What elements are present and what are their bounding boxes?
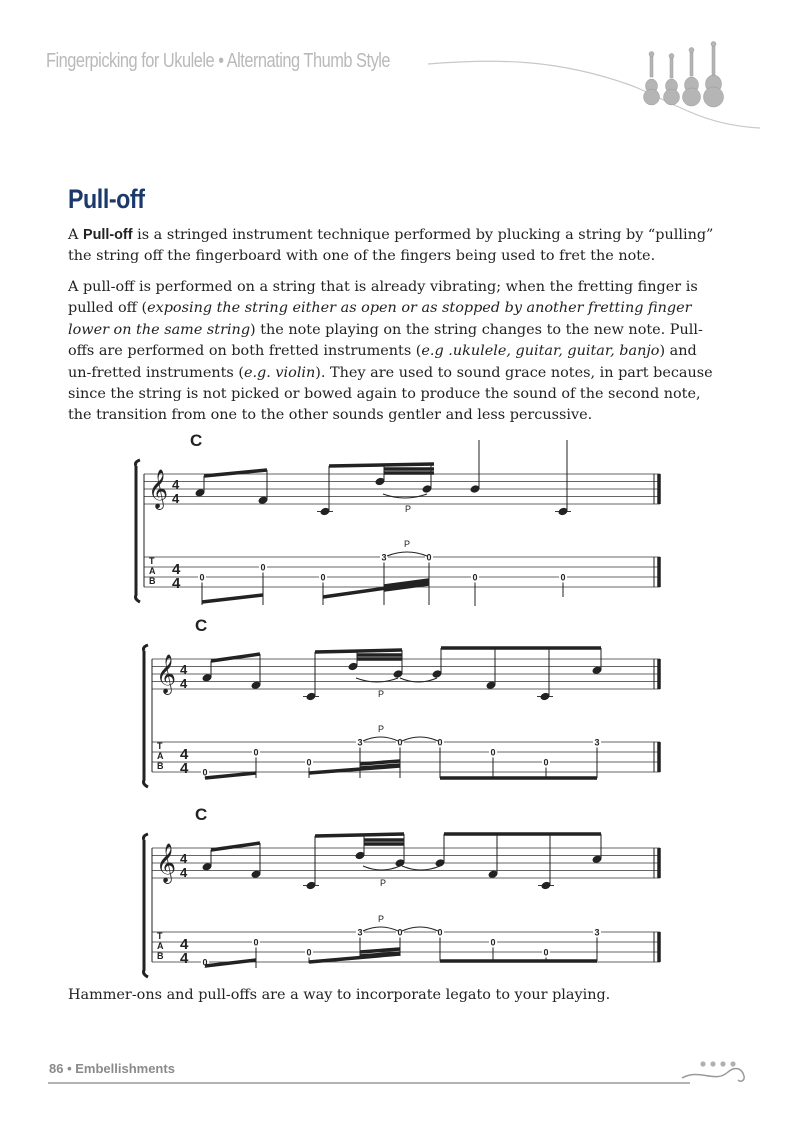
- system-bracket: [136, 460, 141, 602]
- tab-number: 0: [543, 757, 549, 768]
- footer-decoration: [0, 1050, 794, 1090]
- tab-beam: [205, 773, 256, 778]
- tab-number: 3: [594, 927, 600, 938]
- tab-pulloff-mark: P: [404, 539, 411, 549]
- slur: [363, 866, 400, 870]
- slur: [383, 494, 427, 498]
- tab-clef-letter: A: [149, 566, 156, 576]
- tab-clef-letter: B: [149, 576, 156, 586]
- tab-number: 3: [381, 552, 387, 563]
- tab-time-signature-bottom: 4: [172, 575, 181, 592]
- italic-run: e.g .ukulele, guitar, guitar, banjo: [421, 343, 660, 360]
- tab-beam: [360, 761, 400, 764]
- note-beam: [211, 654, 260, 661]
- treble-clef-icon: 𝄞: [148, 469, 169, 509]
- text-run: A pull-off is performed on a string that is already vibrating; when the fretting finger is pulled off (: [68, 279, 698, 317]
- pulloff-mark: P: [405, 504, 412, 514]
- tab-time-signature-top: 4: [172, 561, 181, 578]
- closing-paragraph: Hammer-ons and pull-offs are a way to incorporate legato to your playing.: [68, 987, 611, 1003]
- tab-clef-letter: T: [149, 556, 155, 566]
- tab-beam: [205, 960, 256, 966]
- dot-icon: [730, 1061, 735, 1066]
- system-bracket: [144, 645, 149, 787]
- text-run: ) and un-fretted instruments (: [68, 343, 697, 381]
- note-beam: [204, 470, 267, 476]
- tab-number: 0: [253, 937, 259, 948]
- treble-clef-icon: 𝄞: [156, 843, 177, 883]
- note-beam: [315, 834, 404, 836]
- dot-icon: [700, 1061, 705, 1066]
- pulloff-mark: P: [378, 689, 385, 699]
- tab-clef-letter: B: [157, 951, 164, 961]
- tab-number: 0: [543, 947, 549, 958]
- tab-number: 3: [594, 737, 600, 748]
- time-signature-bottom: 4: [180, 676, 188, 691]
- bold-term: Pull-off: [82, 227, 133, 243]
- tab-number: 0: [426, 552, 432, 563]
- note-beam: [211, 843, 260, 850]
- tab-number: 0: [397, 927, 403, 938]
- time-signature-bottom: 4: [180, 865, 188, 880]
- tab-time-signature-top: 4: [180, 746, 189, 763]
- tab-number: 0: [320, 572, 326, 583]
- tab-slur: [387, 552, 427, 556]
- running-header-title: Fingerpicking for Ukulele • Alternating Thumb Style: [46, 50, 391, 72]
- note-beam: [329, 464, 434, 466]
- chord-symbol: C: [195, 805, 208, 824]
- text-run: ). They are used to sound grace notes, in part because since the string is not picked or bowed again to produce the sound of the second note, the transition from one to the other sounds gentler and less percussive.: [68, 364, 713, 424]
- tab-beam: [202, 595, 263, 602]
- time-signature-top: 4: [180, 662, 188, 677]
- tab-slur: [402, 737, 438, 741]
- chord-symbol: C: [195, 616, 208, 635]
- chord-symbol: C: [190, 431, 203, 450]
- tab-number: 0: [437, 927, 443, 938]
- slur: [402, 866, 440, 870]
- tab-clef-letter: T: [157, 741, 163, 751]
- tab-number: 0: [306, 757, 312, 768]
- tab-slur: [363, 737, 398, 741]
- treble-clef-icon: 𝄞: [156, 654, 177, 694]
- tab-time-signature-top: 4: [180, 936, 189, 953]
- tab-pulloff-mark: P: [378, 724, 385, 734]
- footer-page-label: 86 • Embellishments: [49, 1061, 175, 1076]
- system-bracket: [144, 834, 149, 977]
- time-signature-top: 4: [172, 477, 180, 492]
- tab-pulloff-mark: P: [378, 914, 385, 924]
- tab-clef-letter: A: [157, 751, 164, 761]
- text-run: A: [68, 227, 83, 243]
- tab-number: 0: [306, 947, 312, 958]
- tab-number: 3: [357, 737, 363, 748]
- tab-time-signature-bottom: 4: [180, 760, 189, 777]
- note-beam: [315, 650, 402, 652]
- text-run: ) the note playing on the string changes to the new note. Pull-offs are performed on both fretted instruments (: [68, 321, 703, 360]
- tab-number: 0: [202, 767, 208, 778]
- tab-number: 0: [490, 747, 496, 758]
- pulloff-mark: P: [380, 878, 387, 888]
- dot-icon: [720, 1061, 725, 1066]
- tab-number: 0: [397, 737, 403, 748]
- tab-number: 0: [253, 747, 259, 758]
- tab-number: 0: [260, 562, 266, 573]
- italic-run: e.g. violin: [243, 364, 316, 381]
- tab-number: 0: [437, 737, 443, 748]
- time-signature-bottom: 4: [172, 491, 180, 506]
- tab-beam: [323, 582, 429, 597]
- tab-slur: [363, 927, 398, 931]
- tab-number: 0: [199, 572, 205, 583]
- tab-slur: [402, 927, 438, 931]
- tab-number: 0: [490, 937, 496, 948]
- time-signature-top: 4: [180, 851, 188, 866]
- tab-time-signature-bottom: 4: [180, 950, 189, 967]
- tab-beam: [360, 949, 400, 952]
- tab-clef-letter: A: [157, 941, 164, 951]
- dot-icon: [710, 1061, 715, 1066]
- tab-clef-letter: T: [157, 931, 163, 941]
- tab-number: 3: [357, 927, 363, 938]
- text-run: is a stringed instrument technique performed by plucking a string by “pulling” the string off the fingerboard with one of the fingers being used to fret the note.: [68, 227, 714, 265]
- tab-number: 0: [472, 572, 478, 583]
- italic-run: exposing the string either as open or as stopped by another fretting finger lower on the same string: [68, 300, 692, 338]
- section-heading: Pull-off: [68, 184, 145, 214]
- tab-number: 0: [560, 572, 566, 583]
- tab-number: 0: [202, 957, 208, 968]
- tab-clef-letter: B: [157, 761, 164, 771]
